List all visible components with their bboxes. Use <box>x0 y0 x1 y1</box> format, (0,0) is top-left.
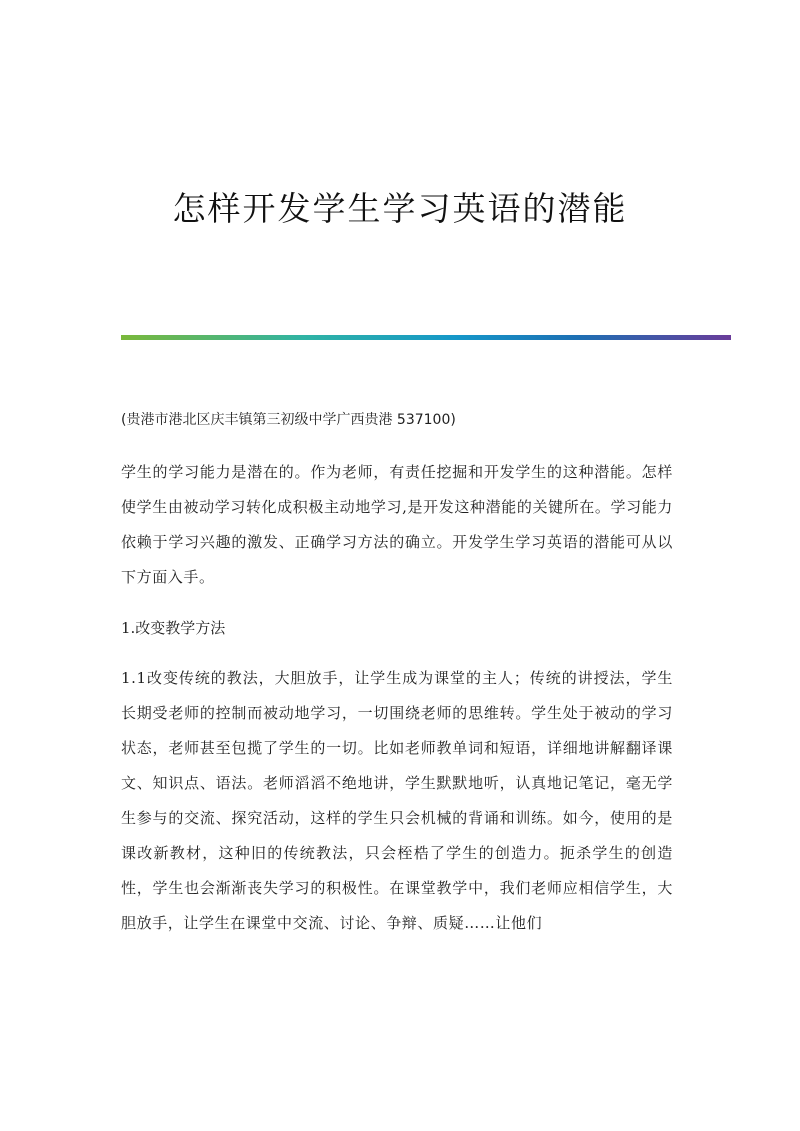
section-paragraph: 1.1改变传统的教法，大胆放手，让学生成为课堂的主人；传统的讲授法，学生长期受老师的控制而被动地学习，一切围绕老师的思维转。学生处于被动的学习状态，老师甚至包揽了学生的一切。比如老师教单词和短语，详细地讲解翻译课文、知识点、语法。老师滔滔不绝地讲，学生默默地听，认真地记笔记，毫无学生参与的交流、探究活动，这样的学生只会机械的背诵和训练。如今，使用的是课改新教材，这种旧的传统教法，只会桎梏了学生的创造力。扼杀学生的创造性，学生也会渐渐丧失学习的积极性。在课堂教学中，我们老师应相信学生，大胆放手，让学生在课堂中交流、讨论、争辩、质疑……让他们 <box>121 669 673 932</box>
section-heading: 1.改变教学方法 <box>121 619 226 637</box>
title-divider <box>121 335 731 340</box>
author-affiliation: (贵港市港北区庆丰镇第三初级中学广西贵港 537100) <box>121 412 456 428</box>
intro-paragraph: 学生的学习能力是潜在的。作为老师，有责任挖掘和开发学生的这种潜能。怎样使学生由被动学习转化成积极主动地学习,是开发这种潜能的关键所在。学习能力依赖于学习兴趣的激发、正确学习方法的确立。开发学生学习英语的潜能可从以下方面入手。 <box>121 463 673 586</box>
document-title: 怎样开发学生学习英语的潜能 <box>172 189 628 228</box>
document-body <box>121 405 673 959</box>
